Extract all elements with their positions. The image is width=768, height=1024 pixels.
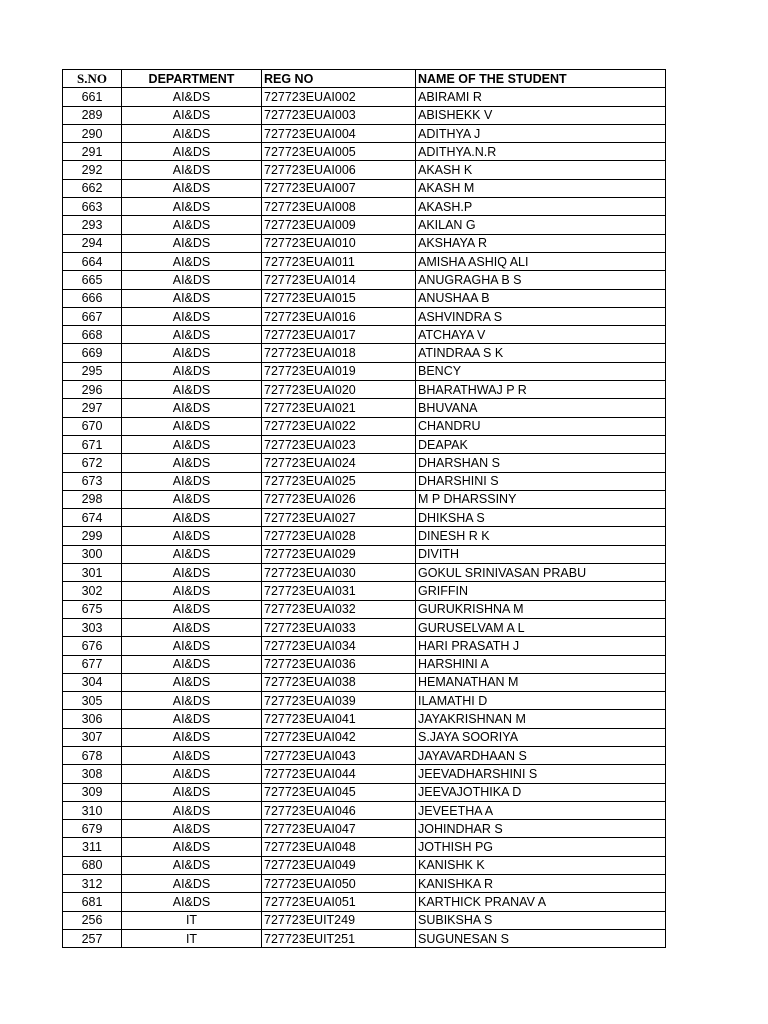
cell-sno: 297 <box>63 399 122 417</box>
cell-department: AI&DS <box>122 673 262 691</box>
cell-sno: 290 <box>63 124 122 142</box>
table-row <box>63 527 666 545</box>
cell-reg-no: 727723EUAI050 <box>262 875 416 893</box>
cell-department: AI&DS <box>122 527 262 545</box>
cell-department: AI&DS <box>122 490 262 508</box>
cell-reg-no: 727723EUAI046 <box>262 801 416 819</box>
cell-reg-no: 727723EUAI025 <box>262 472 416 490</box>
table-row <box>63 893 666 911</box>
cell-student-name: JOHINDHAR S <box>416 820 666 838</box>
cell-sno: 301 <box>63 564 122 582</box>
cell-department: AI&DS <box>122 216 262 234</box>
cell-department: AI&DS <box>122 783 262 801</box>
cell-student-name: ANUGRAGHA B S <box>416 271 666 289</box>
cell-student-name: DEAPAK <box>416 435 666 453</box>
cell-department: AI&DS <box>122 893 262 911</box>
cell-department: AI&DS <box>122 765 262 783</box>
cell-reg-no: 727723EUAI024 <box>262 454 416 472</box>
table-row <box>63 710 666 728</box>
cell-reg-no: 727723EUAI015 <box>262 289 416 307</box>
table-row <box>63 435 666 453</box>
cell-student-name: JEEVADHARSHINI S <box>416 765 666 783</box>
cell-department: AI&DS <box>122 344 262 362</box>
cell-student-name: CHANDRU <box>416 417 666 435</box>
cell-sno: 299 <box>63 527 122 545</box>
cell-student-name: HARSHINI A <box>416 655 666 673</box>
cell-department: AI&DS <box>122 435 262 453</box>
table-row <box>63 198 666 216</box>
cell-reg-no: 727723EUAI044 <box>262 765 416 783</box>
table-row <box>63 179 666 197</box>
cell-sno: 670 <box>63 417 122 435</box>
table-row <box>63 161 666 179</box>
cell-student-name: JAYAKRISHNAN M <box>416 710 666 728</box>
cell-student-name: HEMANATHAN M <box>416 673 666 691</box>
cell-student-name: ABISHEKK V <box>416 106 666 124</box>
cell-department: AI&DS <box>122 198 262 216</box>
table-row <box>63 417 666 435</box>
cell-department: AI&DS <box>122 801 262 819</box>
table-row <box>63 362 666 380</box>
cell-sno: 671 <box>63 435 122 453</box>
cell-sno: 296 <box>63 381 122 399</box>
table-row <box>63 655 666 673</box>
cell-sno: 308 <box>63 765 122 783</box>
cell-sno: 293 <box>63 216 122 234</box>
table-row <box>63 216 666 234</box>
table-row <box>63 728 666 746</box>
cell-reg-no: 727723EUAI043 <box>262 746 416 764</box>
cell-sno: 257 <box>63 929 122 947</box>
cell-student-name: DHARSHAN S <box>416 454 666 472</box>
cell-student-name: ABIRAMI R <box>416 88 666 106</box>
table-row <box>63 307 666 325</box>
table-row <box>63 673 666 691</box>
cell-sno: 289 <box>63 106 122 124</box>
cell-student-name: KARTHICK PRANAV A <box>416 893 666 911</box>
cell-department: AI&DS <box>122 106 262 124</box>
header-row <box>63 70 666 88</box>
cell-department: AI&DS <box>122 472 262 490</box>
cell-sno: 291 <box>63 143 122 161</box>
cell-student-name: KANISHKA R <box>416 875 666 893</box>
cell-student-name: AKILAN G <box>416 216 666 234</box>
table-row <box>63 289 666 307</box>
table-row <box>63 637 666 655</box>
cell-department: AI&DS <box>122 289 262 307</box>
cell-student-name: GURUKRISHNA M <box>416 600 666 618</box>
cell-student-name: GOKUL SRINIVASAN PRABU <box>416 564 666 582</box>
cell-student-name: AKSHAYA R <box>416 234 666 252</box>
cell-student-name: JOTHISH PG <box>416 838 666 856</box>
table-row <box>63 564 666 582</box>
cell-reg-no: 727723EUAI032 <box>262 600 416 618</box>
cell-student-name: JEEVAJOTHIKA D <box>416 783 666 801</box>
cell-reg-no: 727723EUAI041 <box>262 710 416 728</box>
cell-reg-no: 727723EUAI049 <box>262 856 416 874</box>
header-student-name: NAME OF THE STUDENT <box>416 70 666 88</box>
cell-department: AI&DS <box>122 728 262 746</box>
cell-sno: 256 <box>63 911 122 929</box>
cell-student-name: ADITHYA.N.R <box>416 143 666 161</box>
cell-student-name: ILAMATHI D <box>416 692 666 710</box>
table-row <box>63 143 666 161</box>
cell-department: AI&DS <box>122 582 262 600</box>
table-row <box>63 911 666 929</box>
cell-sno: 678 <box>63 746 122 764</box>
cell-sno: 674 <box>63 509 122 527</box>
cell-sno: 679 <box>63 820 122 838</box>
table-row <box>63 234 666 252</box>
cell-sno: 677 <box>63 655 122 673</box>
cell-reg-no: 727723EUAI028 <box>262 527 416 545</box>
table-row <box>63 765 666 783</box>
cell-department: AI&DS <box>122 600 262 618</box>
cell-reg-no: 727723EUAI045 <box>262 783 416 801</box>
cell-sno: 309 <box>63 783 122 801</box>
cell-department: IT <box>122 911 262 929</box>
table-row <box>63 545 666 563</box>
table-row <box>63 472 666 490</box>
cell-sno: 304 <box>63 673 122 691</box>
cell-department: AI&DS <box>122 381 262 399</box>
cell-student-name: GRIFFIN <box>416 582 666 600</box>
cell-reg-no: 727723EUAI036 <box>262 655 416 673</box>
table-row <box>63 801 666 819</box>
cell-department: AI&DS <box>122 710 262 728</box>
cell-reg-no: 727723EUAI003 <box>262 106 416 124</box>
cell-student-name: AKASH.P <box>416 198 666 216</box>
table-row <box>63 124 666 142</box>
cell-reg-no: 727723EUAI010 <box>262 234 416 252</box>
cell-sno: 665 <box>63 271 122 289</box>
cell-sno: 661 <box>63 88 122 106</box>
cell-sno: 302 <box>63 582 122 600</box>
cell-student-name: BHARATHWAJ P R <box>416 381 666 399</box>
cell-student-name: ADITHYA J <box>416 124 666 142</box>
cell-sno: 675 <box>63 600 122 618</box>
table-row <box>63 746 666 764</box>
table-row <box>63 490 666 508</box>
cell-sno: 295 <box>63 362 122 380</box>
table-row <box>63 692 666 710</box>
cell-department: AI&DS <box>122 271 262 289</box>
cell-department: AI&DS <box>122 618 262 636</box>
cell-student-name: ANUSHAA B <box>416 289 666 307</box>
cell-department: AI&DS <box>122 88 262 106</box>
cell-reg-no: 727723EUAI022 <box>262 417 416 435</box>
cell-department: AI&DS <box>122 362 262 380</box>
cell-reg-no: 727723EUAI004 <box>262 124 416 142</box>
cell-sno: 681 <box>63 893 122 911</box>
cell-student-name: ASHVINDRA S <box>416 307 666 325</box>
table-row <box>63 582 666 600</box>
header-department: DEPARTMENT <box>122 70 262 88</box>
cell-department: AI&DS <box>122 692 262 710</box>
cell-department: AI&DS <box>122 655 262 673</box>
cell-student-name: AMISHA ASHIQ ALI <box>416 252 666 270</box>
table-row <box>63 88 666 106</box>
cell-department: AI&DS <box>122 252 262 270</box>
cell-department: AI&DS <box>122 746 262 764</box>
cell-sno: 306 <box>63 710 122 728</box>
cell-sno: 312 <box>63 875 122 893</box>
cell-reg-no: 727723EUAI027 <box>262 509 416 527</box>
cell-student-name: DINESH R K <box>416 527 666 545</box>
cell-reg-no: 727723EUAI031 <box>262 582 416 600</box>
cell-reg-no: 727723EUAI042 <box>262 728 416 746</box>
cell-reg-no: 727723EUAI021 <box>262 399 416 417</box>
table-row <box>63 618 666 636</box>
cell-sno: 667 <box>63 307 122 325</box>
cell-reg-no: 727723EUAI030 <box>262 564 416 582</box>
cell-sno: 300 <box>63 545 122 563</box>
cell-sno: 307 <box>63 728 122 746</box>
cell-department: AI&DS <box>122 637 262 655</box>
cell-reg-no: 727723EUAI019 <box>262 362 416 380</box>
cell-department: AI&DS <box>122 307 262 325</box>
cell-student-name: BHUVANA <box>416 399 666 417</box>
cell-student-name: DIVITH <box>416 545 666 563</box>
table-row <box>63 600 666 618</box>
table-row <box>63 454 666 472</box>
cell-reg-no: 727723EUIT249 <box>262 911 416 929</box>
cell-sno: 668 <box>63 326 122 344</box>
cell-student-name: ATCHAYA V <box>416 326 666 344</box>
cell-student-name: JEVEETHA A <box>416 801 666 819</box>
table-row <box>63 856 666 874</box>
cell-reg-no: 727723EUAI033 <box>262 618 416 636</box>
cell-reg-no: 727723EUAI018 <box>262 344 416 362</box>
cell-department: AI&DS <box>122 856 262 874</box>
cell-reg-no: 727723EUAI029 <box>262 545 416 563</box>
cell-student-name: HARI PRASATH J <box>416 637 666 655</box>
cell-reg-no: 727723EUIT251 <box>262 929 416 947</box>
cell-reg-no: 727723EUAI016 <box>262 307 416 325</box>
cell-student-name: DHARSHINI S <box>416 472 666 490</box>
cell-student-name: DHIKSHA S <box>416 509 666 527</box>
table-row <box>63 344 666 362</box>
cell-student-name: AKASH K <box>416 161 666 179</box>
cell-sno: 666 <box>63 289 122 307</box>
cell-student-name: SUBIKSHA S <box>416 911 666 929</box>
cell-department: AI&DS <box>122 326 262 344</box>
cell-sno: 673 <box>63 472 122 490</box>
header-reg-no: REG NO <box>262 70 416 88</box>
cell-reg-no: 727723EUAI014 <box>262 271 416 289</box>
table-body <box>63 88 666 948</box>
table-row <box>63 838 666 856</box>
cell-sno: 664 <box>63 252 122 270</box>
cell-reg-no: 727723EUAI051 <box>262 893 416 911</box>
table-row <box>63 509 666 527</box>
cell-sno: 311 <box>63 838 122 856</box>
cell-sno: 662 <box>63 179 122 197</box>
table-row <box>63 106 666 124</box>
cell-reg-no: 727723EUAI002 <box>262 88 416 106</box>
cell-student-name: ATINDRAA S K <box>416 344 666 362</box>
table-row <box>63 875 666 893</box>
cell-reg-no: 727723EUAI005 <box>262 143 416 161</box>
cell-department: AI&DS <box>122 454 262 472</box>
cell-reg-no: 727723EUAI026 <box>262 490 416 508</box>
cell-department: AI&DS <box>122 509 262 527</box>
table-row <box>63 326 666 344</box>
cell-sno: 292 <box>63 161 122 179</box>
cell-department: AI&DS <box>122 545 262 563</box>
cell-department: AI&DS <box>122 417 262 435</box>
cell-reg-no: 727723EUAI048 <box>262 838 416 856</box>
cell-reg-no: 727723EUAI038 <box>262 673 416 691</box>
cell-student-name: SUGUNESAN S <box>416 929 666 947</box>
header-sno: S.NO <box>63 70 122 88</box>
cell-department: AI&DS <box>122 124 262 142</box>
cell-sno: 669 <box>63 344 122 362</box>
table-row <box>63 783 666 801</box>
cell-sno: 305 <box>63 692 122 710</box>
cell-reg-no: 727723EUAI008 <box>262 198 416 216</box>
cell-department: AI&DS <box>122 399 262 417</box>
cell-reg-no: 727723EUAI009 <box>262 216 416 234</box>
cell-department: AI&DS <box>122 143 262 161</box>
cell-department: AI&DS <box>122 875 262 893</box>
table-header <box>63 70 666 88</box>
table-row <box>63 252 666 270</box>
cell-student-name: S.JAYA SOORIYA <box>416 728 666 746</box>
cell-department: AI&DS <box>122 838 262 856</box>
cell-student-name: M P DHARSSINY <box>416 490 666 508</box>
table-row <box>63 820 666 838</box>
cell-reg-no: 727723EUAI020 <box>262 381 416 399</box>
cell-sno: 663 <box>63 198 122 216</box>
cell-sno: 672 <box>63 454 122 472</box>
cell-reg-no: 727723EUAI007 <box>262 179 416 197</box>
cell-reg-no: 727723EUAI011 <box>262 252 416 270</box>
cell-department: AI&DS <box>122 820 262 838</box>
cell-sno: 680 <box>63 856 122 874</box>
cell-department: AI&DS <box>122 564 262 582</box>
cell-sno: 298 <box>63 490 122 508</box>
cell-sno: 303 <box>63 618 122 636</box>
table-row <box>63 399 666 417</box>
table-row <box>63 929 666 947</box>
cell-sno: 294 <box>63 234 122 252</box>
cell-department: IT <box>122 929 262 947</box>
cell-student-name: BENCY <box>416 362 666 380</box>
cell-student-name: AKASH M <box>416 179 666 197</box>
cell-department: AI&DS <box>122 161 262 179</box>
cell-reg-no: 727723EUAI023 <box>262 435 416 453</box>
cell-department: AI&DS <box>122 234 262 252</box>
cell-sno: 310 <box>63 801 122 819</box>
cell-student-name: KANISHK K <box>416 856 666 874</box>
cell-sno: 676 <box>63 637 122 655</box>
table-row <box>63 271 666 289</box>
cell-department: AI&DS <box>122 179 262 197</box>
table-row <box>63 381 666 399</box>
cell-reg-no: 727723EUAI039 <box>262 692 416 710</box>
cell-reg-no: 727723EUAI006 <box>262 161 416 179</box>
cell-reg-no: 727723EUAI047 <box>262 820 416 838</box>
cell-reg-no: 727723EUAI017 <box>262 326 416 344</box>
cell-student-name: GURUSELVAM A L <box>416 618 666 636</box>
student-list-table <box>62 69 666 948</box>
cell-reg-no: 727723EUAI034 <box>262 637 416 655</box>
cell-student-name: JAYAVARDHAAN S <box>416 746 666 764</box>
